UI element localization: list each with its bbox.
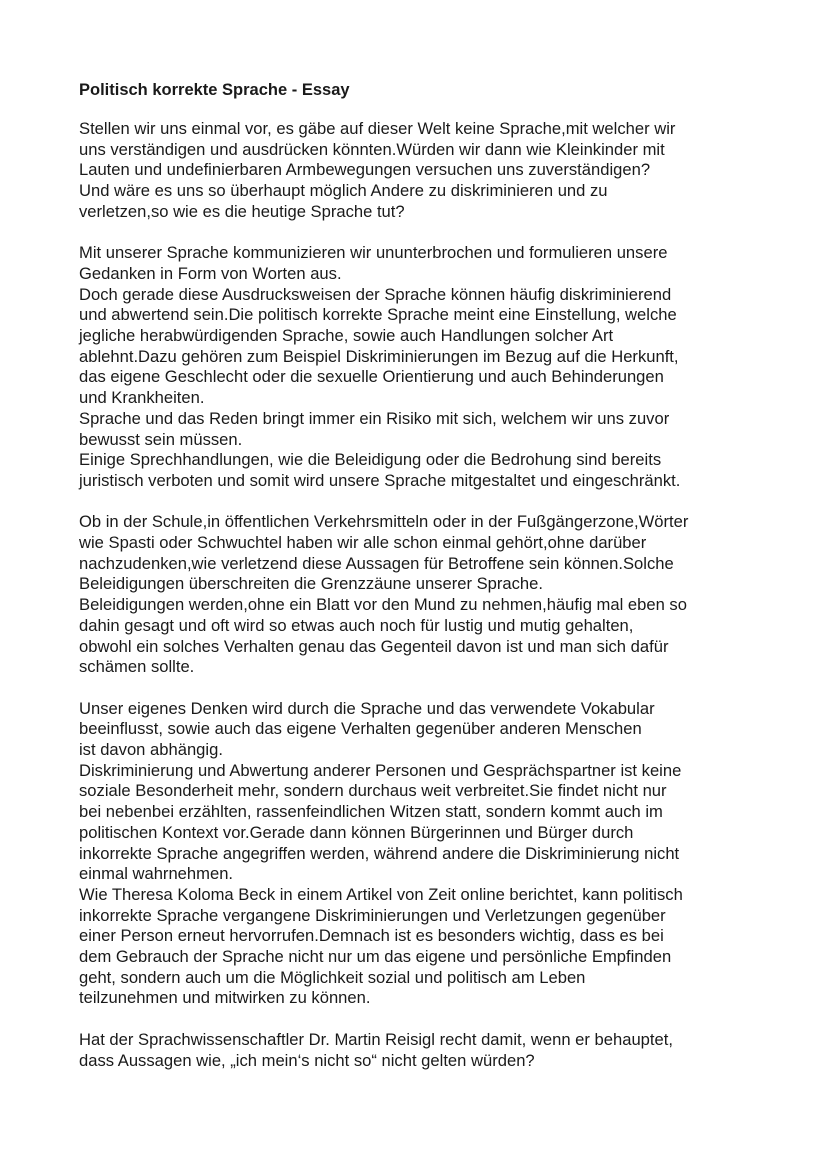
- text-line: ist davon abhängig.: [79, 740, 223, 760]
- text-line: einer Person erneut hervorrufen.Demnach ist es besonders wichtig, dass es bei: [79, 926, 664, 946]
- text-line: Diskriminierung und Abwertung anderer Personen und Gesprächspartner ist keine: [79, 760, 682, 780]
- text-line: Lauten und undefinierbaren Armbewegungen versuchen uns zuverständigen?: [79, 160, 651, 180]
- text-line: inkorrekte Sprache vergangene Diskriminierungen und Verletzungen gegenüber: [79, 905, 666, 925]
- text-line: beeinflusst, sowie auch das eigene Verhalten gegenüber anderen Menschen: [79, 719, 642, 739]
- text-line: politischen Kontext vor.Gerade dann können Bürgerinnen und Bürger durch: [79, 822, 634, 842]
- text-line: dem Gebrauch der Sprache nicht nur um das eigene und persönliche Empfinden: [79, 947, 672, 967]
- text-line: dass Aussagen wie, „ich mein‘s nicht so“ nicht gelten würden?: [79, 1050, 535, 1070]
- text-line: verletzen,so wie es die heutige Sprache tut?: [79, 201, 405, 221]
- text-line: inkorrekte Sprache angegriffen werden, während andere die Diskriminierung nicht: [79, 843, 680, 863]
- paragraph: [79, 1030, 779, 1071]
- text-line: ablehnt.Dazu gehören zum Beispiel Diskriminierungen im Bezug auf die Herkunft,: [79, 346, 679, 366]
- text-line: Und wäre es uns so überhaupt möglich Andere zu diskriminieren und zu: [79, 181, 608, 201]
- text-line: Wie Theresa Koloma Beck in einem Artikel von Zeit online berichtet, kann politisch: [79, 884, 683, 904]
- paragraph: [79, 512, 779, 678]
- text-line: Unser eigenes Denken wird durch die Sprache und das verwendete Vokabular: [79, 698, 655, 718]
- text-line: Gedanken in Form von Worten aus.: [79, 263, 342, 283]
- text-line: Beleidigungen werden,ohne ein Blatt vor den Mund zu nehmen,häufig mal eben so: [79, 595, 687, 615]
- text-line: juristisch verboten und somit wird unsere Sprache mitgestaltet und eingeschränkt.: [79, 470, 681, 490]
- text-line: soziale Besonderheit mehr, sondern durchaus weit verbreitet.Sie findet nicht nur: [79, 781, 667, 801]
- text-line: und Krankheiten.: [79, 388, 205, 408]
- paragraph: [79, 243, 779, 491]
- text-line: und abwertend sein.Die politisch korrekte Sprache meint eine Einstellung, welche: [79, 305, 677, 325]
- text-line: das eigene Geschlecht oder die sexuelle Orientierung und auch Behinderungen: [79, 367, 664, 387]
- text-line: Mit unserer Sprache kommunizieren wir ununterbrochen und formulieren unsere: [79, 243, 668, 263]
- text-line: bei nebenbei erzählten, rassenfeindlichen Witzen statt, sondern kommt auch im: [79, 802, 663, 822]
- paragraph: [79, 699, 779, 1010]
- essay-paragraphs: [79, 119, 779, 1071]
- text-line: Einige Sprechhandlungen, wie die Beleidigung oder die Bedrohung sind bereits: [79, 450, 662, 470]
- text-line: obwohl ein solches Verhalten genau das Gegenteil davon ist und man sich dafür: [79, 636, 669, 656]
- text-line: bewusst sein müssen.: [79, 429, 243, 449]
- text-line: nachzudenken,wie verletzend diese Aussagen für Betroffene sein können.Solche: [79, 553, 674, 573]
- text-line: teilzunehmen und mitwirken zu können.: [79, 988, 371, 1008]
- text-line: jegliche herabwürdigenden Sprache, sowie auch Handlungen solcher Art: [79, 326, 614, 346]
- text-line: einmal wahrnehmen.: [79, 864, 234, 884]
- text-line: dahin gesagt und oft wird so etwas auch noch für lustig und mutig gehalten,: [79, 615, 634, 635]
- text-line: Hat der Sprachwissenschaftler Dr. Martin Reisigl recht damit, wenn er behauptet,: [79, 1029, 673, 1049]
- essay-title: Politisch korrekte Sprache - Essay: [79, 81, 350, 99]
- text-line: Ob in der Schule,in öffentlichen Verkehrsmitteln oder in der Fußgängerzone,Wörter: [79, 512, 689, 532]
- text-line: Sprache und das Reden bringt immer ein Risiko mit sich, welchem wir uns zuvor: [79, 408, 670, 428]
- text-line: Beleidigungen überschreiten die Grenzzäune unserer Sprache.: [79, 574, 544, 594]
- text-line: schämen sollte.: [79, 657, 195, 677]
- text-line: Doch gerade diese Ausdrucksweisen der Sprache können häufig diskriminierend: [79, 284, 672, 304]
- essay-body: [79, 80, 779, 1092]
- text-line: Stellen wir uns einmal vor, es gäbe auf dieser Welt keine Sprache,mit welcher wir: [79, 119, 676, 138]
- text-line: wie Spasti oder Schwuchtel haben wir alle schon einmal gehört,ohne darüber: [79, 533, 647, 553]
- paragraph: [79, 119, 779, 223]
- text-line: geht, sondern auch um die Möglichkeit sozial und politisch am Leben: [79, 967, 586, 987]
- text-line: uns verständigen und ausdrücken könnten.Würden wir dann wie Kleinkinder mit: [79, 139, 665, 159]
